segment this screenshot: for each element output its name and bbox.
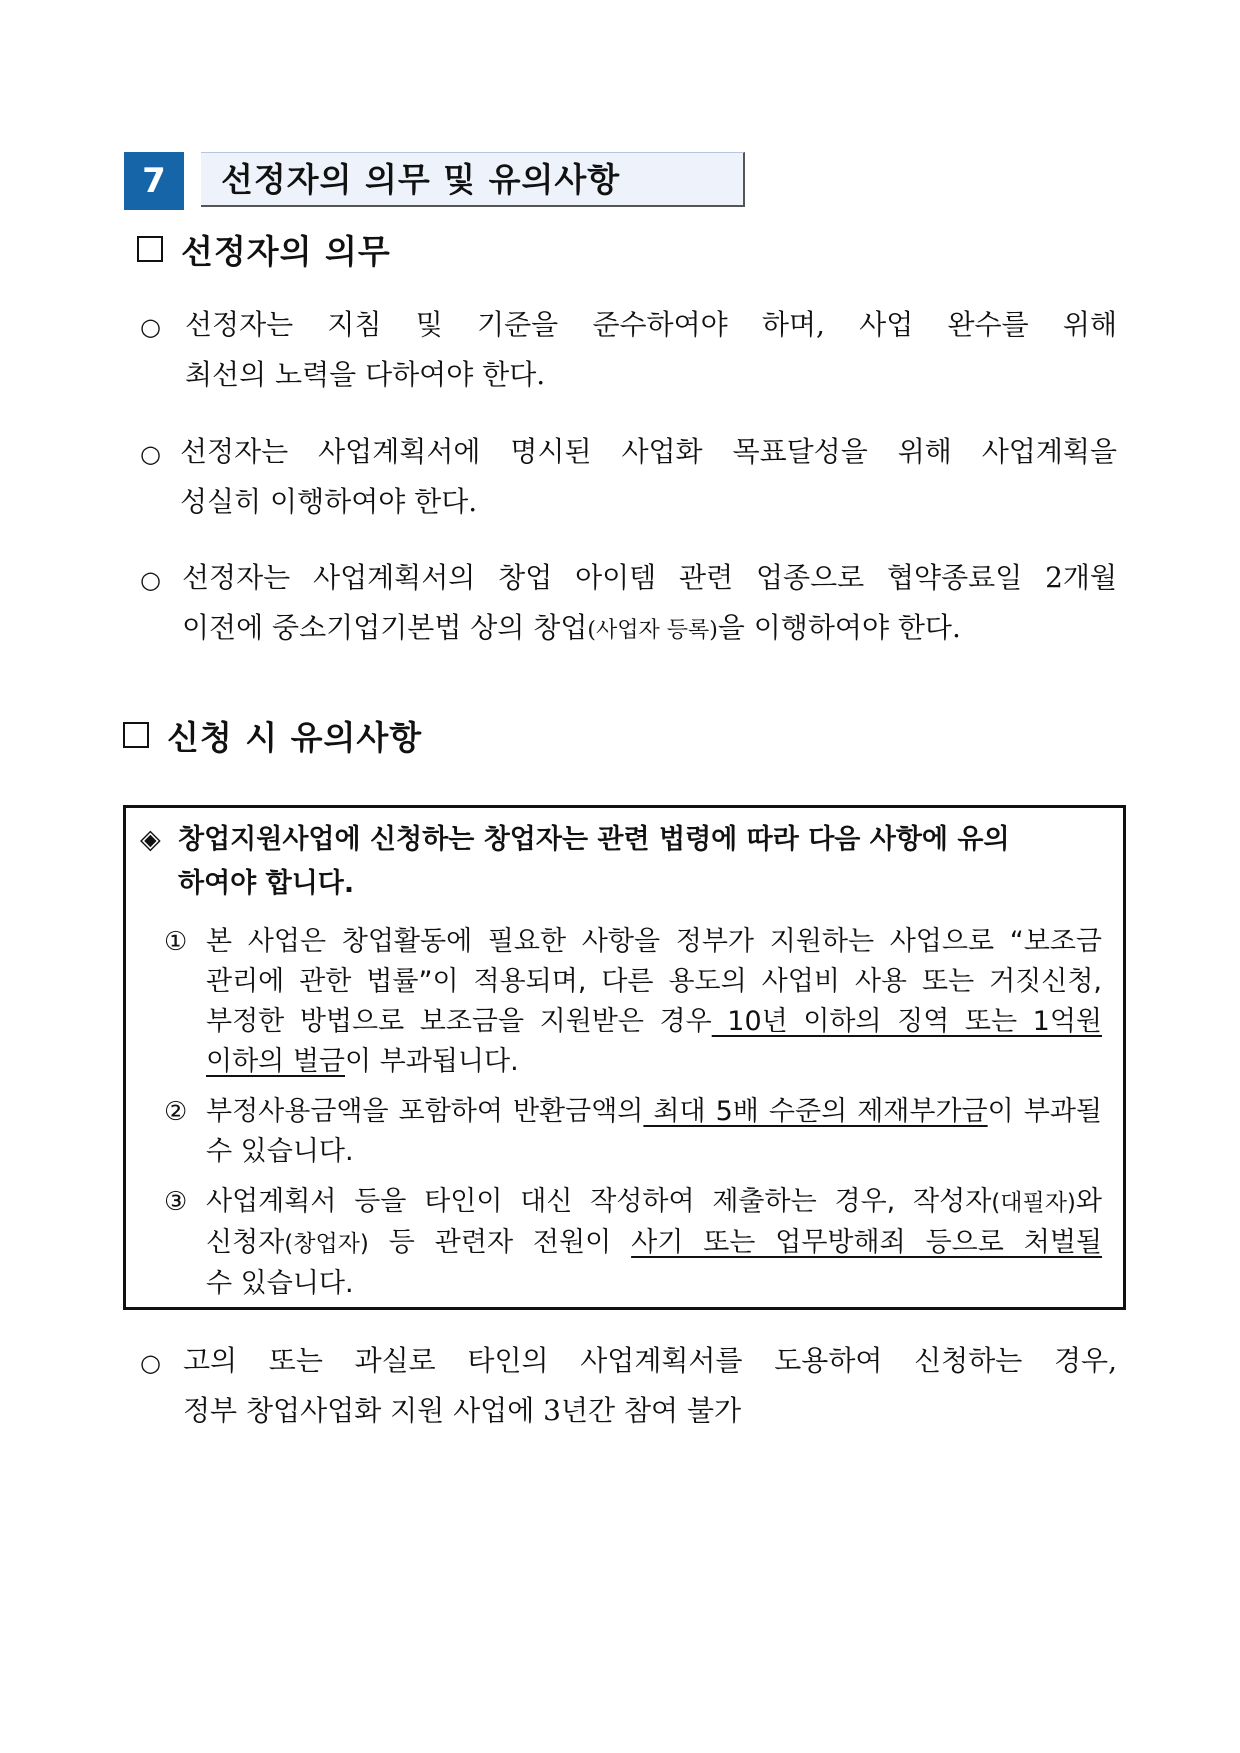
duties-heading-text: 선정자의 의무 <box>181 232 391 271</box>
caution-bullet-line1: 고의 또는 과실로 타인의 사업계획서를 도용하여 신청하는 경우, <box>183 1344 1117 1377</box>
item-2-number: ② <box>164 1097 188 1127</box>
checkbox-square-icon <box>137 236 163 262</box>
notice-box <box>123 805 1126 1310</box>
section-title: 선정자의 의무 및 유의사항 <box>201 152 745 207</box>
section-number: 7 <box>124 152 184 210</box>
bullet-circle-icon: ○ <box>140 1349 161 1377</box>
caution-bullet-line2: 정부 창업사업화 지원 사업에 3년간 참여 불가 <box>183 1394 742 1427</box>
duty-item-2-line1: 선정자는 사업계획서에 명시된 사업화 목표달성을 위해 사업계획을 <box>180 435 1117 468</box>
duty-item-2-line2: 성실히 이행하여야 한다. <box>180 485 478 518</box>
duty-item-1 <box>185 300 1117 400</box>
bullet-circle-icon: ○ <box>140 440 161 468</box>
notice-diamond-icon: ◈ <box>140 824 161 855</box>
cautions-heading-text: 신청 시 유의사항 <box>167 718 423 757</box>
duty-item-3 <box>182 553 1117 656</box>
cautions-heading <box>123 712 422 759</box>
item-3-number: ③ <box>164 1187 188 1217</box>
caution-bullet <box>183 1336 1117 1436</box>
bullet-circle-icon: ○ <box>140 313 161 341</box>
checkbox-square-icon <box>123 722 149 748</box>
duty-item-3-line2: 이전에 중소기업기본법 상의 창업(사업자 등록)을 이행하여야 한다. <box>182 611 961 644</box>
duty-item-2 <box>180 427 1117 527</box>
duty-item-3-line1: 선정자는 사업계획서의 창업 아이템 관련 업종으로 협약종료일 2개월 <box>182 561 1117 594</box>
duty-item-1-line2: 최선의 노력을 다하여야 한다. <box>185 358 546 391</box>
bullet-circle-icon: ○ <box>140 566 161 594</box>
item-1-number: ① <box>164 927 188 957</box>
notice-item-1: 본 사업은 창업활동에 필요한 사항을 정부가 지원하는 사업으로 “보조금 관리에 관한 법률”이 적용되며, 다른 용도의 사업비 사용 또는 거짓신청, 부정한 방법으로 보조금을 지원받은 경우 10년 이하의 징역 또는 1억원 이하의 벌금이 부과됩니다. <box>206 926 1102 1077</box>
notice-heading: 창업지원사업에 신청하는 창업자는 관련 법령에 따라 다음 사항에 유의 하여야 합니다. <box>178 824 1010 899</box>
duties-heading <box>137 226 391 273</box>
duty-item-1-line1: 선정자는 지침 및 기준을 준수하여야 하며, 사업 완수를 위해 <box>185 308 1117 341</box>
notice-item-2: 부정사용금액을 포함하여 반환금액의 최대 5배 수준의 제재부가금이 부과될 수 있습니다. <box>206 1096 1102 1167</box>
notice-item-3: 사업계획서 등을 타인이 대신 작성하여 제출하는 경우, 작성자(대필자)와 신청자(창업자) 등 관련자 전원이 사기 또는 업무방해죄 등으로 처벌될 수 있습니다. <box>206 1186 1103 1299</box>
